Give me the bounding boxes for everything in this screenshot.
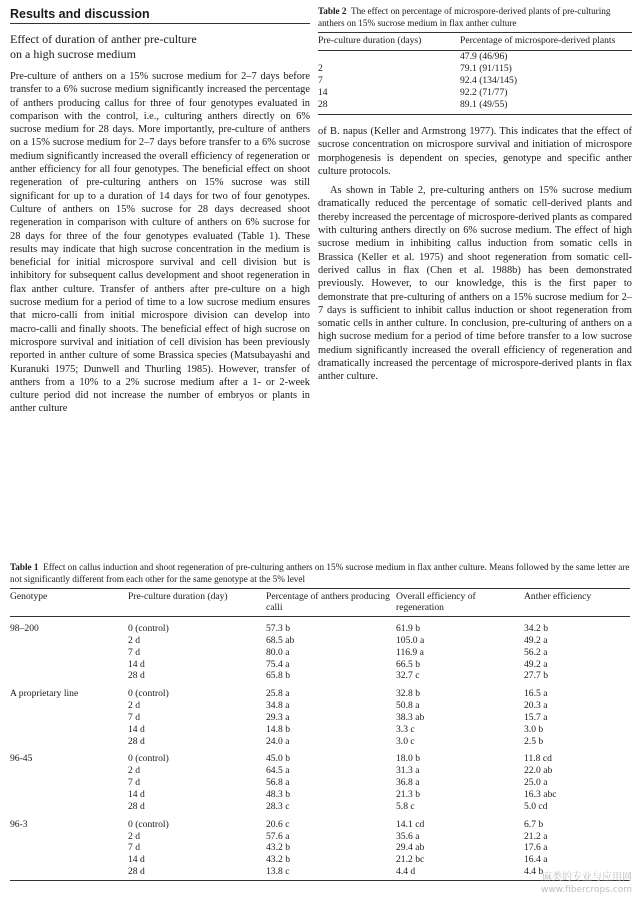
table1-cell-regeneration: 21.3 b	[396, 788, 420, 800]
table1-cell-anther-efficiency: 11.8 cd	[524, 753, 552, 765]
table1-cell-regeneration: 32.8 b	[396, 688, 420, 700]
table1-cell-anther-efficiency: 16.5 a	[524, 688, 548, 700]
table2-header-row	[318, 33, 632, 51]
table1-cell-regeneration: 32.7 c	[396, 670, 420, 682]
table1-cell-duration: 14 d	[128, 658, 145, 670]
table1-cell-calli: 80.0 a	[266, 646, 290, 658]
table2-cell-duration	[318, 51, 460, 64]
table1-cell-calli: 75.4 a	[266, 658, 290, 670]
table1-cell-anther-efficiency: 2.5 b	[524, 735, 544, 747]
table1-cell-calli: 48.3 b	[266, 788, 290, 800]
table2-row	[318, 99, 632, 111]
table1-cell-anther-efficiency: 27.7 b	[524, 670, 548, 682]
table1-cell-genotype	[10, 842, 128, 854]
table1-cell-duration: 14 d	[128, 723, 145, 735]
table1-cell-genotype: A proprietary line	[10, 688, 79, 700]
table1-cell-anther-efficiency: 5.0 cd	[524, 800, 548, 812]
table1-header-duration: Pre-culture duration (day)	[128, 591, 228, 602]
table1-row	[10, 647, 630, 659]
table1-cell-regeneration: 5.8 c	[396, 800, 415, 812]
table1-cell-anther-efficiency: 6.7 b	[524, 818, 544, 830]
table1-cell-calli: 20.6 c	[266, 818, 290, 830]
table1-cell-calli: 25.8 a	[266, 688, 290, 700]
table2-cell-percentage: 79.1 (91/115)	[460, 63, 512, 74]
table1-cell-genotype	[10, 831, 128, 843]
table1-cell-duration: 7 d	[128, 777, 140, 789]
table1-cell-calli: 45.0 b	[266, 753, 290, 765]
table2-caption-text: The effect on percentage of microspore-derived plants of pre-culturing anthers on 15% sucrose medium in flax anther culture	[318, 6, 611, 28]
table1-cell-calli: 57.3 b	[266, 623, 290, 634]
table1-cell-anther-efficiency: 16.3 abc	[524, 788, 557, 800]
table1-cell-genotype	[10, 659, 128, 671]
table1-cell-duration: 28 d	[128, 670, 145, 682]
table1-cell-duration: 14 d	[128, 854, 145, 866]
table2-row	[318, 63, 632, 75]
table1-body	[10, 617, 630, 878]
table1-row	[10, 736, 630, 748]
table1-cell-genotype	[10, 777, 128, 789]
table1-cell-calli: 64.5 a	[266, 765, 290, 777]
table2-header-percentage: Percentage of microspore-derived plants	[460, 35, 616, 46]
table1-cell-calli: 43.2 b	[266, 854, 290, 866]
table1-cell-genotype	[10, 700, 128, 712]
table1-cell-regeneration: 31.3 a	[396, 765, 420, 777]
table1-header-genotype: Genotype	[10, 591, 48, 602]
table1-cell-duration: 28 d	[128, 866, 145, 878]
table1-caption-text: Effect on callus induction and shoot regeneration of pre-culturing anthers on 15% sucrose medium in flax anther culture. Means followed by the same letter are not significantly different from each other for the same genotype at the 5% level	[10, 562, 630, 584]
table2-row	[318, 75, 632, 87]
table1-cell-anther-efficiency: 17.6 a	[524, 842, 548, 854]
table2-cell-percentage: 92.4 (134/145)	[460, 75, 518, 86]
table1-cell-duration: 2 d	[128, 634, 140, 646]
table2-cell-percentage: 92.2 (71/77)	[460, 87, 508, 98]
table2-cell-duration: 2	[318, 63, 323, 74]
table1-cell-genotype: 96-45	[10, 753, 33, 765]
table1-cell-anther-efficiency: 34.2 b	[524, 623, 548, 634]
table1-cell-anther-efficiency: 25.0 a	[524, 777, 548, 789]
table1-header-row	[10, 589, 630, 617]
table2	[318, 32, 632, 111]
table1-cell-duration: 0 (control)	[128, 688, 169, 700]
watermark-title: 麻类的专业与应用网	[542, 872, 632, 883]
table1-cell-regeneration: 116.9 a	[396, 646, 424, 658]
table1-row	[10, 670, 630, 682]
table1-bottom-rule	[10, 880, 630, 881]
table1-cell-genotype	[10, 647, 128, 659]
table1-cell-regeneration: 66.5 b	[396, 658, 420, 670]
table2-label: Table 2	[318, 6, 347, 16]
table1-cell-regeneration: 21.2 bc	[396, 854, 425, 866]
table1-cell-regeneration: 29.4 ab	[396, 842, 425, 854]
table2-cell-duration: 7	[318, 75, 323, 86]
table1-cell-anther-efficiency: 21.2 a	[524, 830, 548, 842]
table1	[10, 588, 630, 878]
table1-cell-calli: 24.0 a	[266, 735, 290, 747]
table1-cell-calli: 56.8 a	[266, 777, 290, 789]
table1-row	[10, 765, 630, 777]
table1-cell-calli: 57.6 a	[266, 830, 290, 842]
left-column	[10, 6, 310, 416]
body-paragraph: Pre-culture of anthers on a 15% sucrose medium for 2–7 days before transfer to a 6% sucrose medium significantly increased the percentage of anthers producing callus for three of four genotypes evaluated in comparison with the control, i.e., culturing anthers directly on 6% sucrose medium for 28 days. More importantly, pre-culture of anthers on a 15% sucrose medium for 2–7 days before transfer to a 6% sucrose medium significantly increased the overall efficiency of regeneration or anther efficiency for all four genotypes. The beneficial effect on shoot regeneration of pre-culturing anthers on 15% sucrose was still significant for up to a duration of 14 days for two of four genotypes. Culture of anthers on 15% sucrose for 28 days decreased shoot regeneration in comparison with culture of anthers on 6% sucrose for 28 days for three of the four genotypes evaluated (Table 1). These results may indicate that high sucrose concentration in the medium is beneficial for initial microspore survival and cell division but is inhibitory for subsequent callus development and shoot regeneration in flax anther culture. Transfer of anthers after pre-culture on a high sucrose medium for a period of time to a low sucrose medium ensures that micro-calli from initial microspore division can develop into macro-calli and finally shoots. The beneficial effect of high sucrose on microspore survival and initiation of cell division has been previously reported in anther culture of some Brassica species (Matsubayashi and Kuranuki 1975; Dunwell and Thurling 1985). However, transfer of anthers from a 10% to a 2% sucrose medium after a 1- or 2-week culture period did not increase the number of embryos or plants in anther culture	[10, 71, 310, 415]
table1-cell-calli: 43.2 b	[266, 842, 290, 854]
table1-row	[10, 700, 630, 712]
table1-cell-regeneration: 105.0 a	[396, 634, 425, 646]
table1-block	[10, 562, 630, 881]
table1-row	[10, 635, 630, 647]
table1-cell-regeneration: 4.4 d	[396, 866, 416, 878]
right-column	[318, 6, 632, 384]
watermark-url: www.fibercrops.com	[541, 885, 632, 895]
table1-cell-calli: 13.8 c	[266, 866, 290, 878]
table1-row	[10, 777, 630, 789]
table1-cell-calli: 14.8 b	[266, 723, 290, 735]
table1-cell-genotype	[10, 670, 128, 682]
table1-cell-anther-efficiency: 16.4 a	[524, 854, 548, 866]
table2-row	[318, 51, 632, 64]
table1-cell-calli: 29.3 a	[266, 711, 290, 723]
table1-cell-regeneration: 38.3 ab	[396, 711, 425, 723]
table1-cell-genotype	[10, 801, 128, 813]
table1-cell-regeneration: 35.6 a	[396, 830, 420, 842]
table1-cell-genotype	[10, 765, 128, 777]
table1-row	[10, 712, 630, 724]
table1-row	[10, 724, 630, 736]
table1-row	[10, 801, 630, 813]
table1-cell-duration: 0 (control)	[128, 818, 169, 830]
table1-cell-calli: 34.8 a	[266, 700, 290, 712]
table1-row	[10, 682, 630, 700]
table1-row	[10, 813, 630, 831]
table1-row	[10, 747, 630, 765]
table1-cell-regeneration: 36.8 a	[396, 777, 420, 789]
table2-caption	[318, 6, 632, 29]
table1-row	[10, 831, 630, 843]
table1-header-anther-efficiency: Anther efficiency	[524, 591, 592, 602]
table1-cell-duration: 2 d	[128, 700, 140, 712]
table1-row	[10, 854, 630, 866]
table1-cell-anther-efficiency: 3.0 b	[524, 723, 544, 735]
table1-cell-anther-efficiency: 20.3 a	[524, 700, 548, 712]
table1-cell-anther-efficiency: 15.7 a	[524, 711, 548, 723]
table1-cell-regeneration: 18.0 b	[396, 753, 420, 765]
table2-cell-duration: 14	[318, 87, 328, 98]
table1-row	[10, 789, 630, 801]
table1-cell-genotype	[10, 736, 128, 748]
table1-cell-regeneration: 61.9 b	[396, 623, 420, 634]
table1-cell-genotype	[10, 724, 128, 736]
table1-cell-genotype	[10, 712, 128, 724]
table1-cell-calli: 68.5 ab	[266, 634, 295, 646]
watermark	[541, 872, 632, 896]
subsection-title: Effect of duration of anther pre-culture on a high sucrose medium	[10, 32, 197, 61]
table1-cell-duration: 7 d	[128, 711, 140, 723]
table1-cell-duration: 28 d	[128, 735, 145, 747]
table1-cell-genotype	[10, 866, 128, 878]
table1-label: Table 1	[10, 562, 39, 572]
body-paragraph-continued: of B. napus (Keller and Armstrong 1977). This indicates that the effect of sucrose concentration on microspore survival and initiation of microspore morphogenesis is dependent on species, genotype and specific anther culture protocols.	[318, 126, 632, 177]
table1-row	[10, 842, 630, 854]
table1-cell-genotype: 98–200	[10, 623, 39, 634]
table2-cell-percentage: 89.1 (49/55)	[460, 99, 508, 110]
body-paragraph-table2-discussion: As shown in Table 2, pre-culturing anthers on 15% sucrose medium dramatically reduced the percentage of somatic cell-derived plants and thereby increased the percentage of microspore-derived plants as compared with culturing anthers directly on 6% sucrose medium. The effect of high sucrose medium in inhibiting callus induction from somatic cells in Brassica (Keller et al. 1975) and shoot regeneration from somatic cell-derived callus in flax (Chen et al. 1988b) has been demonstrated previously. However, to our knowledge, this is the first paper to demonstrate that pre-culturing of anthers on a 15% sucrose medium for 2–7 days is sufficient to inhibit callus induction or shoot regeneration from somatic cells in anther culture. In conclusion, pre-culturing of anthers on a high sucrose medium for a period of time before transfer to a low sucrose medium significantly increased the overall efficiency of regeneration and dramatically increased the percentage of microspore-derived plants in flax anther culture.	[318, 185, 632, 383]
table1-cell-regeneration: 50.8 a	[396, 700, 420, 712]
table1-header-regeneration: Overall efficiency of regeneration	[396, 591, 476, 613]
table1-cell-duration: 0 (control)	[128, 623, 169, 634]
table2-cell-duration: 28	[318, 99, 328, 110]
table1-cell-duration: 2 d	[128, 830, 140, 842]
table1-cell-duration: 0 (control)	[128, 753, 169, 765]
table1-cell-genotype	[10, 789, 128, 801]
table1-cell-duration: 7 d	[128, 842, 140, 854]
table1-cell-duration: 14 d	[128, 788, 145, 800]
table1-cell-genotype: 96-3	[10, 818, 28, 830]
table1-cell-duration: 28 d	[128, 800, 145, 812]
table1-cell-calli: 28.3 c	[266, 800, 290, 812]
table1-row	[10, 617, 630, 635]
table1-cell-anther-efficiency: 4.4 b	[524, 866, 544, 878]
table2-header-duration: Pre-culture duration (days)	[318, 35, 422, 46]
table1-cell-genotype	[10, 635, 128, 647]
table1-cell-regeneration: 3.0 c	[396, 735, 415, 747]
table1-cell-duration: 2 d	[128, 765, 140, 777]
table1-cell-anther-efficiency: 22.0 ab	[524, 765, 553, 777]
table2-cell-percentage: 47.9 (46/96)	[460, 51, 508, 62]
table1-cell-anther-efficiency: 49.2 a	[524, 634, 548, 646]
table1-cell-regeneration: 3.3 c	[396, 723, 415, 735]
table2-row	[318, 87, 632, 99]
table1-caption	[10, 562, 630, 585]
table1-row	[10, 659, 630, 671]
table1-cell-calli: 65.8 b	[266, 670, 290, 682]
table1-cell-anther-efficiency: 49.2 a	[524, 658, 548, 670]
table1-cell-genotype	[10, 854, 128, 866]
table1-cell-regeneration: 14.1 cd	[396, 818, 425, 830]
table1-header-calli: Percentage of anthers producing calli	[266, 591, 390, 613]
section-heading: Results and discussion	[10, 6, 310, 24]
table1-row	[10, 866, 630, 878]
table1-cell-anther-efficiency: 56.2 a	[524, 646, 548, 658]
table2-body	[318, 51, 632, 112]
table1-cell-duration: 7 d	[128, 646, 140, 658]
